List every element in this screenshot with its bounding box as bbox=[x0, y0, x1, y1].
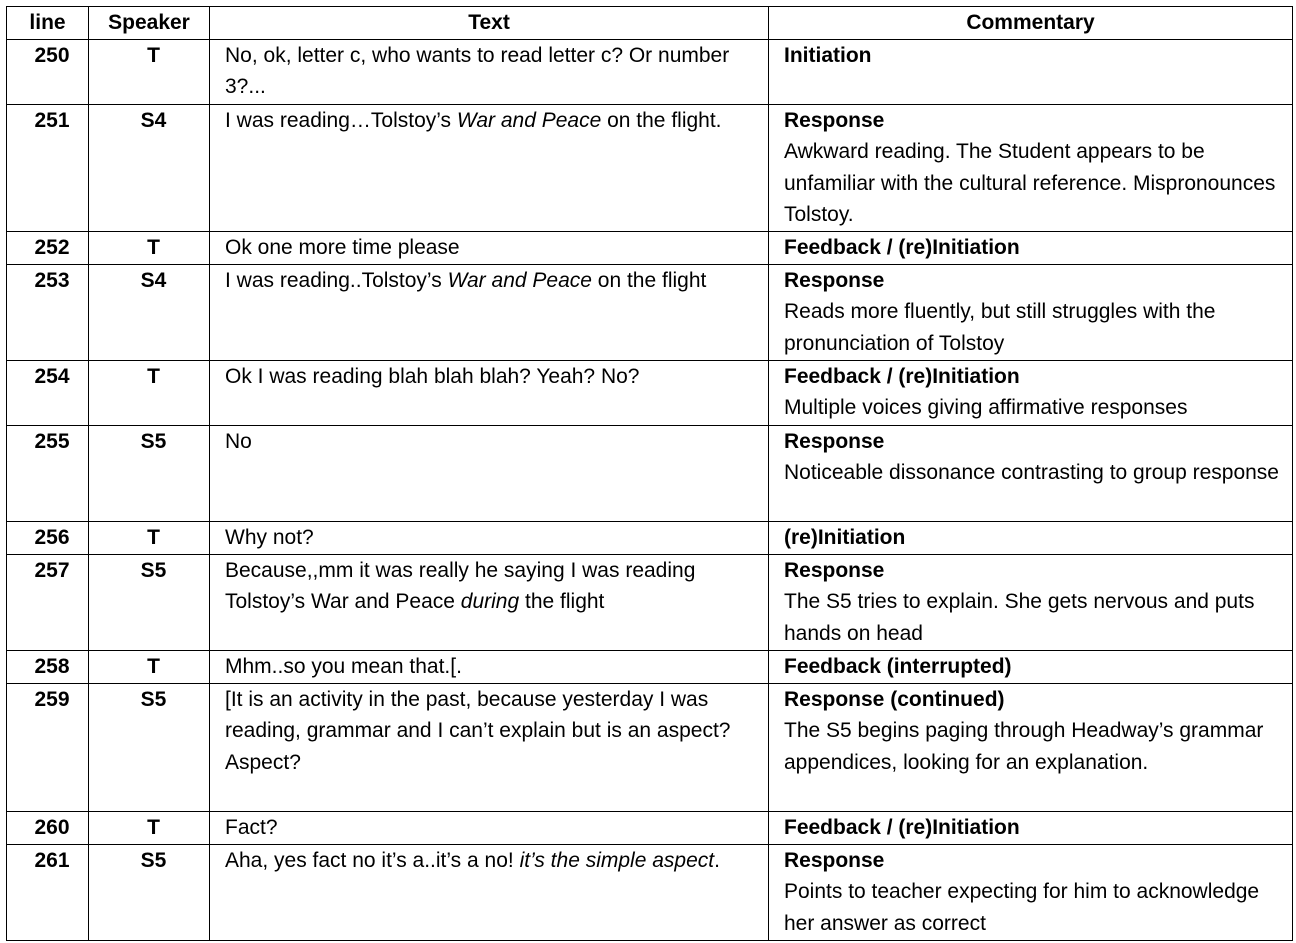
discourse-move-label: (re)Initiation bbox=[784, 526, 906, 549]
commentary-note: The S5 begins paging through Headway’s grammar appendices, looking for an explanation. bbox=[784, 719, 1264, 774]
speaker-cell: S5 bbox=[89, 555, 210, 651]
italic-text-segment: it’s the simple aspect bbox=[519, 849, 715, 872]
table-row bbox=[7, 232, 1293, 265]
commentary-note: Points to teacher expecting for him to acknowledge her answer as correct bbox=[784, 880, 1260, 935]
utterance-text-cell bbox=[210, 426, 769, 522]
header-speaker: Speaker bbox=[89, 7, 210, 40]
commentary-cell bbox=[769, 845, 1293, 941]
speaker-cell: T bbox=[89, 812, 210, 845]
speaker-cell: S4 bbox=[89, 265, 210, 361]
header-row bbox=[7, 7, 1293, 40]
commentary-cell bbox=[769, 232, 1293, 265]
table-row bbox=[7, 812, 1293, 845]
speaker-cell: S4 bbox=[89, 105, 210, 232]
table-row bbox=[7, 265, 1293, 361]
line-number-cell: 258 bbox=[7, 651, 89, 684]
table-row bbox=[7, 845, 1293, 941]
discourse-move-label: Response bbox=[784, 430, 885, 453]
text-segment: Fact? bbox=[225, 816, 278, 839]
discourse-move-label: Feedback / (re)Initiation bbox=[784, 365, 1020, 388]
utterance-text-cell bbox=[210, 555, 769, 651]
commentary-cell bbox=[769, 812, 1293, 845]
line-number-cell: 259 bbox=[7, 684, 89, 812]
text-segment: the flight bbox=[519, 590, 605, 614]
table-row bbox=[7, 105, 1293, 232]
commentary-note: Noticeable dissonance contrasting to group response bbox=[784, 461, 1279, 485]
italic-text-segment: during bbox=[460, 590, 520, 614]
text-segment: Mhm..so you mean that.[. bbox=[225, 655, 462, 678]
discourse-move-label: Feedback / (re)Initiation bbox=[784, 816, 1020, 839]
discourse-move-label: Response bbox=[784, 109, 885, 132]
utterance-text-cell bbox=[210, 812, 769, 845]
text-segment: Because,,mm it was really he saying I was reading Tolstoy’s War and Peace bbox=[225, 559, 696, 614]
text-segment: on the flight. bbox=[601, 109, 722, 132]
commentary-cell bbox=[769, 40, 1293, 105]
speaker-cell: T bbox=[89, 522, 210, 555]
commentary-cell bbox=[769, 555, 1293, 651]
commentary-note: The S5 tries to explain. She gets nervous and puts hands on head bbox=[784, 590, 1255, 645]
header-commentary: Commentary bbox=[769, 7, 1293, 40]
speaker-cell: T bbox=[89, 40, 210, 105]
speaker-cell: S5 bbox=[89, 426, 210, 522]
utterance-text-cell bbox=[210, 361, 769, 426]
table-row bbox=[7, 651, 1293, 684]
commentary-cell bbox=[769, 684, 1293, 812]
text-segment: No bbox=[225, 430, 252, 453]
utterance-text-cell bbox=[210, 232, 769, 265]
table-header bbox=[7, 7, 1293, 40]
table-row bbox=[7, 555, 1293, 651]
discourse-move-label: Response bbox=[784, 559, 885, 582]
commentary-cell bbox=[769, 361, 1293, 426]
line-number-cell: 254 bbox=[7, 361, 89, 426]
utterance-text-cell bbox=[210, 522, 769, 555]
text-segment: Ok one more time please bbox=[225, 236, 460, 259]
commentary-note: Awkward reading. The Student appears to be unfamiliar with the cultural reference. Mispronounces Tolstoy. bbox=[784, 140, 1276, 226]
table-row bbox=[7, 522, 1293, 555]
commentary-note: Multiple voices giving affirmative responses bbox=[784, 396, 1188, 420]
text-segment: Aha, yes fact no it’s a..it’s a no! bbox=[225, 849, 520, 872]
speaker-cell: T bbox=[89, 361, 210, 426]
commentary-cell bbox=[769, 651, 1293, 684]
line-number-cell: 250 bbox=[7, 40, 89, 105]
table-body bbox=[7, 40, 1293, 941]
line-number-cell: 255 bbox=[7, 426, 89, 522]
utterance-text-cell bbox=[210, 651, 769, 684]
line-number-cell: 252 bbox=[7, 232, 89, 265]
table-row bbox=[7, 684, 1293, 812]
utterance-text-cell bbox=[210, 684, 769, 812]
utterance-text-cell bbox=[210, 845, 769, 941]
commentary-cell bbox=[769, 105, 1293, 232]
utterance-text-cell bbox=[210, 105, 769, 232]
table-row bbox=[7, 361, 1293, 426]
line-number-cell: 253 bbox=[7, 265, 89, 361]
line-number-cell: 261 bbox=[7, 845, 89, 941]
utterance-text-cell bbox=[210, 265, 769, 361]
text-segment: Why not? bbox=[225, 526, 314, 549]
text-segment: I was reading..Tolstoy’s bbox=[225, 269, 448, 292]
text-segment: I was reading…Tolstoy’s bbox=[225, 109, 457, 132]
text-segment: . bbox=[714, 849, 720, 872]
line-number-cell: 256 bbox=[7, 522, 89, 555]
text-segment: No, ok, letter c, who wants to read letter c? Or number 3?... bbox=[225, 44, 730, 99]
transcript-table bbox=[6, 6, 1293, 941]
discourse-move-label: Response (continued) bbox=[784, 688, 1005, 711]
discourse-move-label: Response bbox=[784, 269, 885, 292]
header-line: line bbox=[7, 7, 89, 40]
speaker-cell: S5 bbox=[89, 684, 210, 812]
text-segment: Ok I was reading blah blah blah? Yeah? No? bbox=[225, 365, 640, 388]
commentary-cell bbox=[769, 265, 1293, 361]
table-row bbox=[7, 426, 1293, 522]
speaker-cell: S5 bbox=[89, 845, 210, 941]
italic-text-segment: War and Peace bbox=[456, 109, 602, 132]
header-text: Text bbox=[210, 7, 769, 40]
commentary-cell bbox=[769, 522, 1293, 555]
commentary-note: Reads more fluently, but still struggles with the pronunciation of Tolstoy bbox=[784, 300, 1216, 355]
commentary-cell bbox=[769, 426, 1293, 522]
line-number-cell: 257 bbox=[7, 555, 89, 651]
table-row bbox=[7, 40, 1293, 105]
utterance-text-cell bbox=[210, 40, 769, 105]
discourse-move-label: Feedback / (re)Initiation bbox=[784, 236, 1020, 259]
line-number-cell: 251 bbox=[7, 105, 89, 232]
speaker-cell: T bbox=[89, 651, 210, 684]
discourse-move-label: Initiation bbox=[784, 44, 872, 67]
speaker-cell: T bbox=[89, 232, 210, 265]
text-segment: [It is an activity in the past, because yesterday I was reading, grammar and I can’t explain but is an aspect? Aspect? bbox=[225, 688, 731, 774]
discourse-move-label: Response bbox=[784, 849, 885, 872]
italic-text-segment: War and Peace bbox=[447, 269, 592, 292]
text-segment: on the flight bbox=[591, 269, 707, 292]
discourse-move-label: Feedback (interrupted) bbox=[784, 655, 1012, 678]
line-number-cell: 260 bbox=[7, 812, 89, 845]
